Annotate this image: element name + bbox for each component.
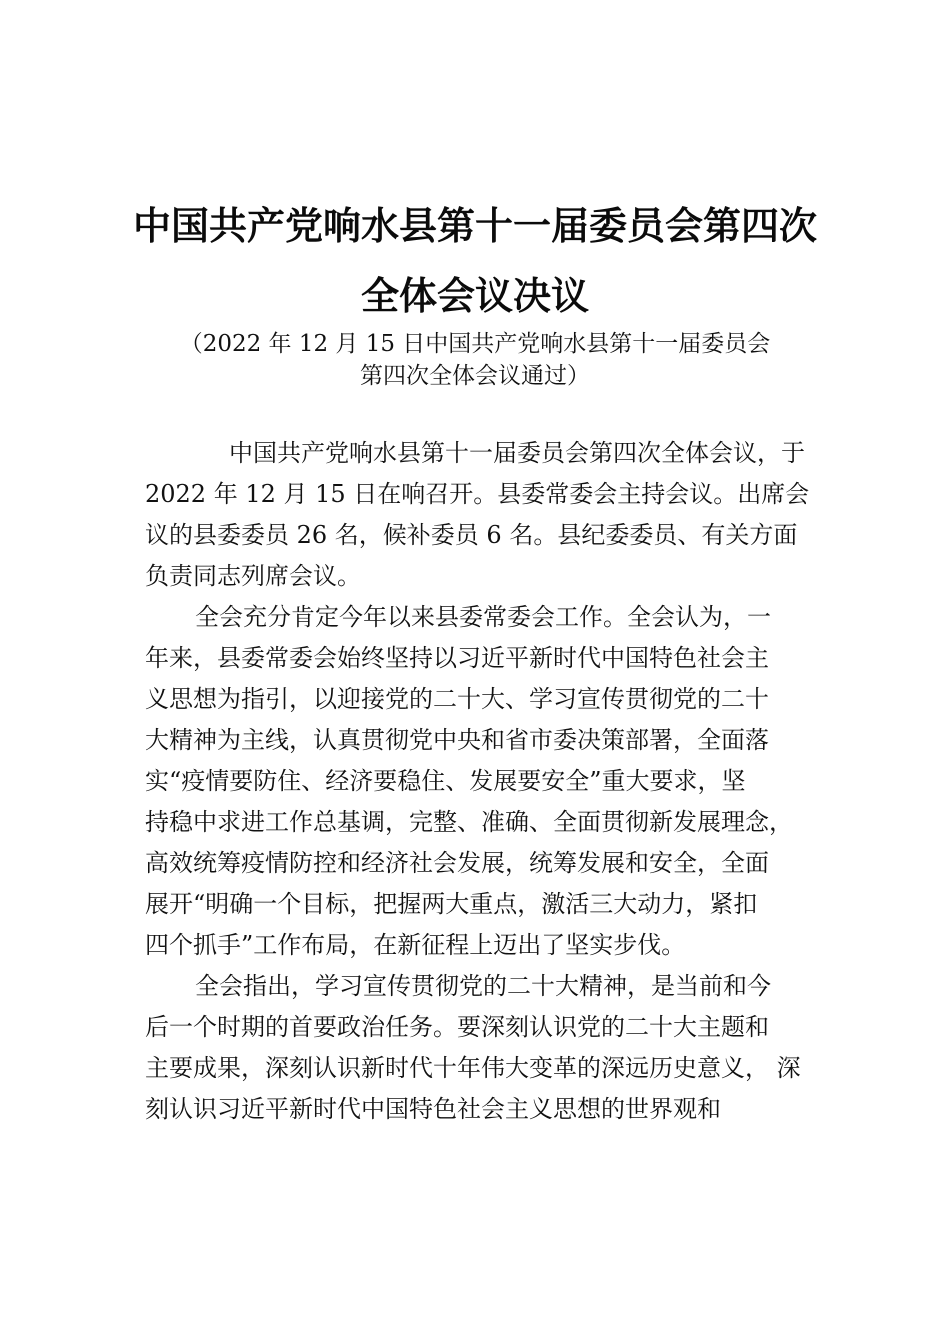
adoption-note-line-2: 第四次全体会议通过）	[360, 363, 590, 389]
paragraph-2-line-4: 大精神为主线，认真贯彻党中央和省市委决策部署，全面落	[145, 726, 769, 754]
paragraph-2-line-2: 年来，县委常委会始终坚持以习近平新时代中国特色社会主	[145, 644, 769, 672]
adoption-note-line-1: （2022 年 12 月 15 日中国共产党响水县第十一届委员会	[179, 331, 771, 357]
paragraph-2-line-3: 义思想为指引，以迎接党的二十大、学习宣传贯彻党的二十	[145, 685, 769, 713]
paragraph-3-line-1: 全会指出，学习宣传贯彻党的二十大精神，是当前和今	[195, 972, 771, 1000]
paragraph-3-line-4: 刻认识习近平新时代中国特色社会主义思想的世界观和	[145, 1095, 721, 1123]
paragraph-3-line-3: 主要成果，深刻认识新时代十年伟大变革的深远历史意义， 深	[145, 1054, 801, 1082]
paragraph-1-line-1: 中国共产党响水县第十一届委员会第四次全体会议，于	[229, 439, 805, 467]
paragraph-2-line-8: 展开“明确一个目标，把握两大重点，激活三大动力，紧扣	[145, 890, 758, 918]
document-title-line-2: 全体会议决议	[360, 274, 589, 318]
paragraph-2-line-1: 全会充分肯定今年以来县委常委会工作。全会认为，一	[195, 603, 771, 631]
paragraph-2-line-9: 四个抓手”工作布局，在新征程上迈出了坚实步伐。	[145, 931, 686, 959]
paragraph-1-line-4: 负责同志列席会议。	[145, 562, 361, 590]
paragraph-2-line-5: 实“疫情要防住、经济要稳住、发展要安全”重大要求，坚	[145, 767, 746, 795]
paragraph-1-line-2: 2022 年 12 月 15 日在响召开。县委常委会主持会议。出席会	[145, 480, 810, 508]
document-title-line-1: 中国共产党响水县第十一届委员会第四次	[132, 204, 817, 248]
paragraph-2-line-7: 高效统筹疫情防控和经济社会发展，统筹发展和安全，全面	[145, 849, 769, 877]
paragraph-2-line-6: 持稳中求进工作总基调，完整、准确、全面贯彻新发展理念，	[145, 808, 793, 836]
paragraph-3-line-2: 后一个时期的首要政治任务。要深刻认识党的二十大主题和	[145, 1013, 769, 1041]
paragraph-1-line-3: 议的县委委员 26 名，候补委员 6 名。县纪委委员、有关方面	[145, 521, 798, 549]
